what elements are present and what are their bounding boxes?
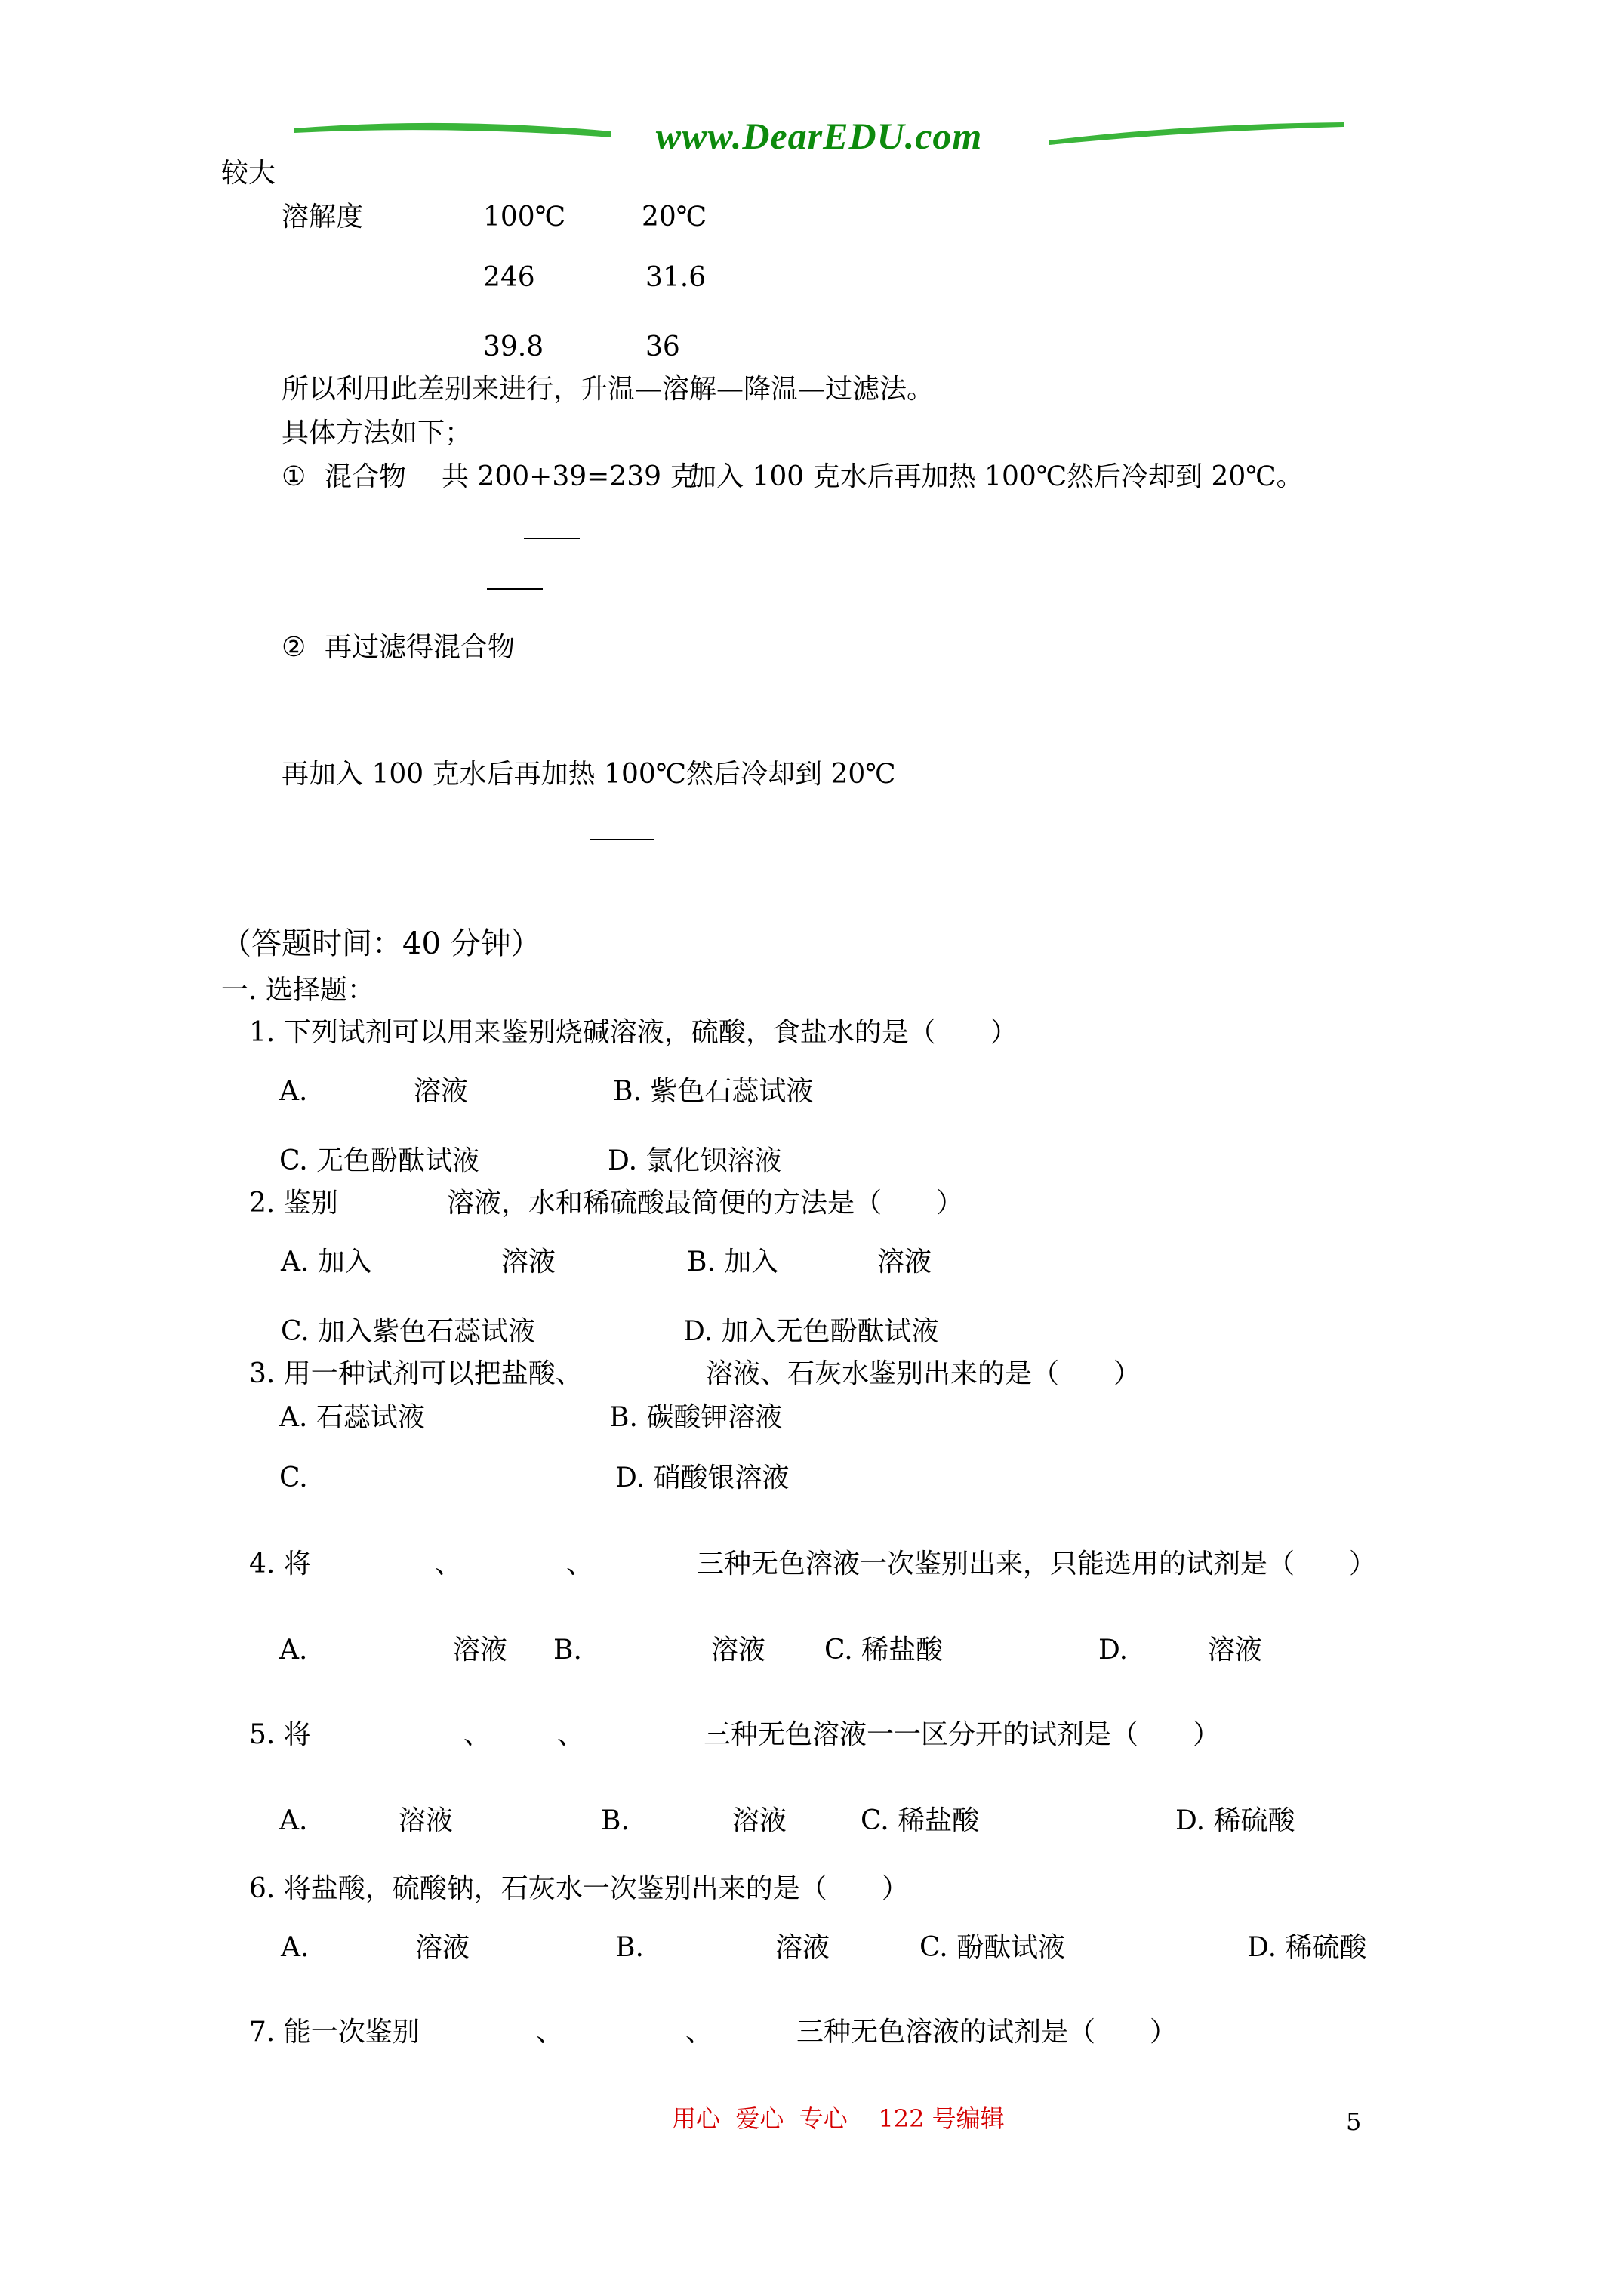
q4-b-text: 溶液	[711, 1635, 766, 1666]
q4-d-label: D.	[1098, 1635, 1129, 1666]
q6-b-label: B.	[615, 1932, 644, 1963]
q1-a-text: 溶液	[414, 1076, 469, 1107]
table-r2c2: 36	[645, 331, 680, 362]
section-title: 一. 选择题：	[221, 975, 374, 1006]
q5-stem-b: 三种无色溶液一一区分开的试剂是（ ）	[704, 1719, 1221, 1750]
q5-a-label: A.	[279, 1805, 308, 1836]
step3-text: 再加入 100 克水后再加热 100℃然后冷却到 20℃	[282, 759, 896, 790]
blank-line-3	[590, 839, 654, 840]
q6-stem: 6. 将盐酸，硫酸钠，石灰水一次鉴别出来的是（ ）	[249, 1873, 909, 1904]
time-note: （答题时间：40 分钟）	[221, 926, 541, 961]
blank-line-1	[524, 538, 580, 539]
q2-b-text: 溶液	[877, 1247, 932, 1277]
blank-line-2	[487, 588, 543, 590]
method-line: 所以利用此差别来进行，升温—溶解—降温—过滤法。	[282, 374, 935, 405]
q4-b-label: B.	[553, 1635, 582, 1666]
q7-stem-b: 三种无色溶液的试剂是（ ）	[796, 2017, 1178, 2048]
method-head: 具体方法如下；	[282, 418, 473, 448]
q1-stem: 1. 下列试剂可以用来鉴别烧碱溶液，硫酸，食盐水的是（ ）	[249, 1017, 1018, 1048]
q2-a-label: A. 加入	[281, 1247, 372, 1277]
step1-c: 加入 100 克水后再加热 100℃然后冷却到 20℃。	[689, 461, 1304, 492]
q2-b-label: B. 加入	[687, 1247, 779, 1277]
table-r1c2: 31.6	[645, 262, 707, 293]
footer-text: 用心 爱心 专心 122 号编辑	[672, 2104, 1005, 2133]
q1-b: B. 紫色石蕊试液	[613, 1076, 814, 1107]
q6-b-text: 溶液	[775, 1932, 830, 1963]
q4-stem-b: 三种无色溶液一次鉴别出来，只能选用的试剂是（ ）	[697, 1549, 1377, 1579]
table-col1: 100℃	[483, 202, 565, 233]
q2-d: D. 加入无色酚酞试液	[683, 1316, 939, 1347]
q4-c: C. 稀盐酸	[824, 1635, 944, 1666]
q4-a-label: A.	[279, 1635, 308, 1666]
q2-stem-b: 溶液，水和稀硫酸最简便的方法是（ ）	[447, 1188, 964, 1219]
q3-d: D. 硝酸银溶液	[615, 1462, 790, 1493]
header-banner	[294, 106, 1344, 166]
step1-a: 混合物	[325, 461, 407, 492]
q5-b-label: B.	[601, 1805, 630, 1836]
q3-stem-b: 溶液、石灰水鉴别出来的是（ ）	[706, 1358, 1141, 1389]
q6-c: C. 酚酞试液	[919, 1932, 1066, 1963]
table-col2: 20℃	[642, 202, 707, 233]
q6-d: D. 稀硫酸	[1247, 1932, 1367, 1963]
q2-a-text: 溶液	[501, 1247, 556, 1277]
q3-c: C.	[279, 1462, 308, 1493]
table-r1c1: 246	[483, 262, 535, 293]
q5-a-text: 溶液	[399, 1805, 454, 1836]
q4-sep1: 、	[435, 1549, 463, 1579]
q4-sep2: 、	[566, 1549, 594, 1579]
q5-d: D. 稀硫酸	[1175, 1805, 1295, 1836]
q5-c: C. 稀盐酸	[861, 1805, 980, 1836]
step2-text: 再过滤得混合物	[325, 632, 516, 663]
q5-b-text: 溶液	[732, 1805, 787, 1836]
q3-b: B. 碳酸钾溶液	[609, 1402, 783, 1433]
step2-num: ②	[282, 632, 306, 663]
q2-c: C. 加入紫色石蕊试液	[281, 1316, 536, 1347]
q5-sep2: 、	[557, 1719, 585, 1750]
q5-stem-a: 5. 将	[249, 1719, 311, 1750]
q6-a-text: 溶液	[415, 1932, 470, 1963]
q1-c: C. 无色酚酞试液	[279, 1145, 480, 1176]
step1-b: 共 200+39=239 克	[442, 461, 698, 492]
q4-stem-a: 4. 将	[249, 1549, 311, 1579]
q3-stem-a: 3. 用一种试剂可以把盐酸、	[249, 1358, 583, 1389]
q2-stem-a: 2. 鉴别	[249, 1188, 338, 1219]
q1-d: D. 氯化钡溶液	[608, 1145, 782, 1176]
site-logo[interactable]: www.DearEDU.com	[655, 115, 983, 157]
line-jiaoda: 较大	[221, 158, 276, 189]
q5-sep1: 、	[463, 1719, 491, 1750]
step1-num: ①	[282, 461, 306, 492]
q1-a-label: A.	[279, 1076, 308, 1107]
q7-stem-a: 7. 能一次鉴别	[249, 2017, 420, 2048]
q4-a-text: 溶液	[453, 1635, 508, 1666]
q6-a-label: A.	[281, 1932, 310, 1963]
q7-sep2: 、	[685, 2017, 713, 2048]
q4-d-text: 溶液	[1208, 1635, 1263, 1666]
table-r2c1: 39.8	[483, 331, 544, 362]
q7-sep1: 、	[536, 2017, 564, 2048]
table-label: 溶解度	[282, 202, 364, 233]
page-number: 5	[1346, 2107, 1362, 2136]
q3-a: A. 石蕊试液	[279, 1402, 425, 1433]
